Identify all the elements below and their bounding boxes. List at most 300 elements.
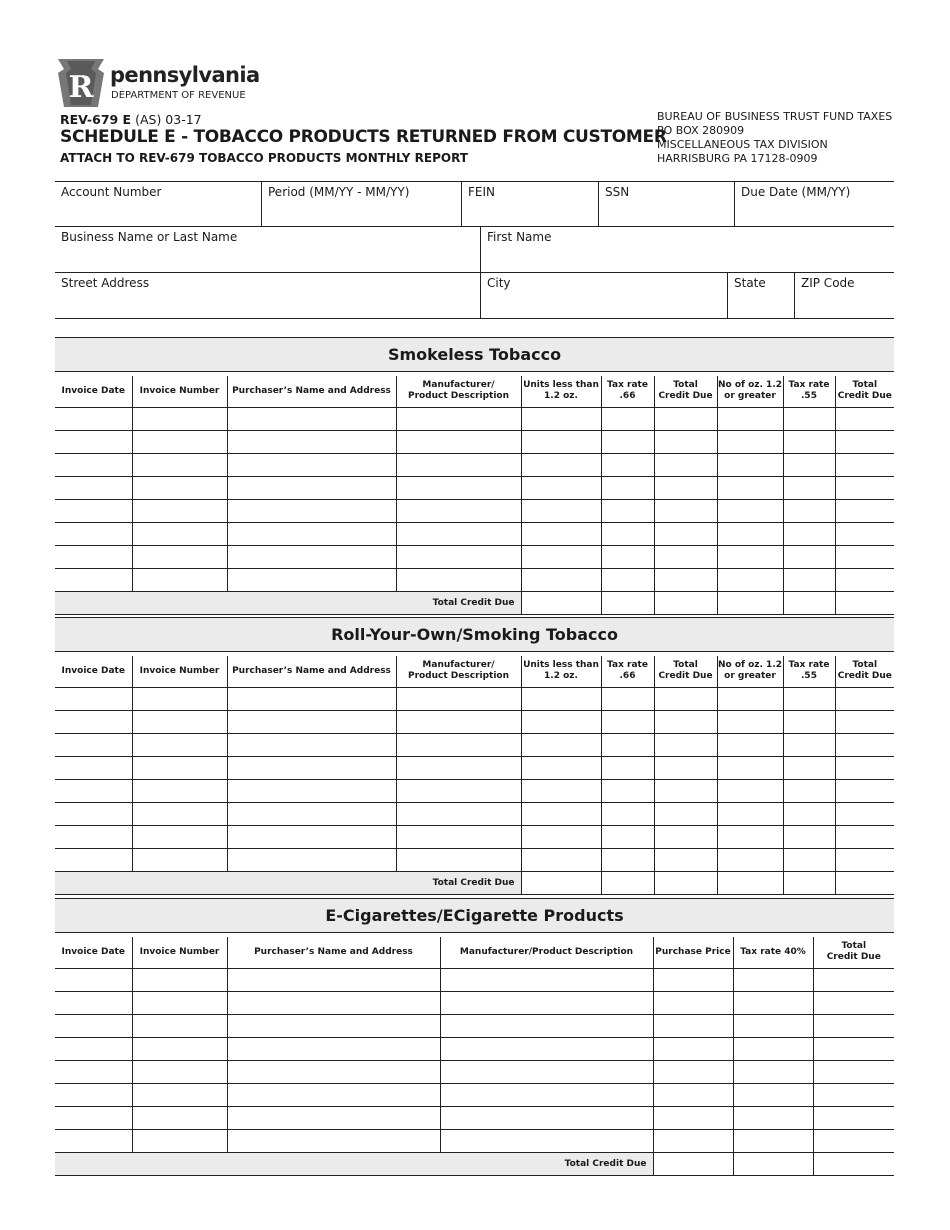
entry-cell[interactable] — [55, 431, 132, 454]
entry-cell[interactable] — [521, 454, 601, 477]
total-cell[interactable] — [521, 592, 601, 615]
entry-cell[interactable] — [733, 1038, 813, 1061]
column-header-text: Total — [673, 660, 698, 671]
entry-cell[interactable] — [654, 546, 717, 569]
table-row — [55, 546, 894, 569]
entry-cell[interactable] — [717, 803, 783, 826]
table-row — [55, 408, 894, 431]
column-header-text: Tax rate — [788, 380, 830, 391]
entry-cell[interactable] — [55, 1038, 132, 1061]
entry-cell[interactable] — [813, 1084, 894, 1107]
column-header — [227, 937, 440, 969]
entry-cell[interactable] — [55, 849, 132, 872]
entry-cell[interactable] — [717, 546, 783, 569]
first-name-field[interactable]: First Name — [480, 226, 894, 273]
entry-cell[interactable] — [55, 1107, 132, 1130]
entry-cell[interactable] — [521, 523, 601, 546]
entry-cell[interactable] — [132, 500, 227, 523]
column-header — [601, 656, 654, 688]
table-row — [55, 1061, 894, 1084]
entry-cell[interactable] — [783, 431, 835, 454]
keystone-logo-icon — [58, 59, 104, 107]
entry-cell[interactable] — [227, 711, 396, 734]
entry-cell[interactable] — [783, 477, 835, 500]
column-header-text: Credit Due — [837, 391, 892, 402]
entry-cell[interactable] — [227, 849, 396, 872]
entry-cell[interactable] — [55, 711, 132, 734]
entry-cell[interactable] — [132, 688, 227, 711]
entry-cell[interactable] — [132, 803, 227, 826]
entry-cell[interactable] — [733, 1015, 813, 1038]
entry-cell[interactable] — [132, 1061, 227, 1084]
entry-cell[interactable] — [227, 969, 440, 992]
entry-cell[interactable] — [654, 734, 717, 757]
total-cell[interactable] — [835, 592, 894, 615]
entry-cell[interactable] — [783, 688, 835, 711]
entry-cell[interactable] — [396, 500, 521, 523]
page-subtitle: ATTACH TO REV-679 TOBACCO PRODUCTS MONTHLY REPORT — [60, 151, 468, 165]
entry-cell[interactable] — [132, 408, 227, 431]
city-field[interactable]: City — [480, 272, 728, 319]
entry-cell[interactable] — [132, 454, 227, 477]
entry-cell[interactable] — [835, 431, 894, 454]
table-row — [55, 454, 894, 477]
entry-cell[interactable] — [227, 1015, 440, 1038]
total-cell[interactable] — [521, 872, 601, 895]
total-cell[interactable] — [783, 592, 835, 615]
entry-cell[interactable] — [601, 734, 654, 757]
entry-cell[interactable] — [227, 1130, 440, 1153]
entry-cell[interactable] — [654, 711, 717, 734]
entry-cell[interactable] — [835, 780, 894, 803]
entry-cell[interactable] — [835, 523, 894, 546]
entry-cell[interactable] — [717, 826, 783, 849]
entry-cell[interactable] — [55, 569, 132, 592]
entry-cell[interactable] — [717, 454, 783, 477]
entry-cell[interactable] — [717, 477, 783, 500]
column-header-text: Total — [673, 380, 698, 391]
entry-cell[interactable] — [521, 408, 601, 431]
entry-cell[interactable] — [227, 1038, 440, 1061]
entry-cell[interactable] — [132, 969, 227, 992]
entry-cell[interactable] — [717, 688, 783, 711]
entry-cell[interactable] — [835, 454, 894, 477]
entry-cell[interactable] — [440, 1038, 653, 1061]
entry-cell[interactable] — [521, 546, 601, 569]
entry-cell[interactable] — [521, 711, 601, 734]
entry-cell[interactable] — [783, 454, 835, 477]
period-field[interactable]: Period (MM/YY - MM/YY) — [261, 181, 462, 227]
entry-cell[interactable] — [654, 688, 717, 711]
total-cell[interactable] — [783, 872, 835, 895]
entry-cell[interactable] — [227, 757, 396, 780]
entry-cell[interactable] — [132, 849, 227, 872]
entry-cell[interactable] — [654, 757, 717, 780]
column-header — [521, 376, 601, 408]
total-cell[interactable] — [835, 872, 894, 895]
entry-cell[interactable] — [55, 1061, 132, 1084]
entry-cell[interactable] — [227, 734, 396, 757]
entry-cell[interactable] — [227, 826, 396, 849]
total-cell[interactable] — [717, 592, 783, 615]
entry-cell[interactable] — [132, 523, 227, 546]
entry-cell[interactable] — [835, 408, 894, 431]
entry-cell[interactable] — [835, 711, 894, 734]
entry-cell[interactable] — [227, 1061, 440, 1084]
entry-cell[interactable] — [227, 500, 396, 523]
entry-cell[interactable] — [783, 803, 835, 826]
table-row — [55, 431, 894, 454]
entry-cell[interactable] — [733, 1107, 813, 1130]
column-header — [653, 937, 733, 969]
entry-cell[interactable] — [653, 1084, 733, 1107]
entry-cell[interactable] — [132, 757, 227, 780]
column-header — [396, 376, 521, 408]
entry-cell[interactable] — [717, 734, 783, 757]
entry-cell[interactable] — [601, 826, 654, 849]
entry-cell[interactable] — [132, 546, 227, 569]
entry-cell[interactable] — [521, 803, 601, 826]
entry-cell[interactable] — [733, 992, 813, 1015]
entry-cell[interactable] — [733, 1061, 813, 1084]
entry-cell[interactable] — [783, 734, 835, 757]
entry-cell[interactable] — [132, 477, 227, 500]
entry-cell[interactable] — [654, 523, 717, 546]
entry-cell[interactable] — [601, 569, 654, 592]
entry-cell[interactable] — [396, 849, 521, 872]
entry-cell[interactable] — [55, 969, 132, 992]
entry-cell[interactable] — [132, 780, 227, 803]
entry-cell[interactable] — [813, 992, 894, 1015]
entry-cell[interactable] — [55, 734, 132, 757]
entry-cell[interactable] — [733, 1130, 813, 1153]
entry-cell[interactable] — [783, 849, 835, 872]
table-row — [55, 1015, 894, 1038]
entry-cell[interactable] — [55, 757, 132, 780]
entry-cell[interactable] — [813, 969, 894, 992]
entry-cell[interactable] — [227, 454, 396, 477]
entry-cell[interactable] — [396, 546, 521, 569]
entry-cell[interactable] — [601, 523, 654, 546]
column-header — [601, 376, 654, 408]
entry-cell[interactable] — [227, 688, 396, 711]
entry-cell[interactable] — [521, 780, 601, 803]
business-name-field[interactable]: Business Name or Last Name — [55, 226, 481, 273]
entry-cell[interactable] — [55, 1084, 132, 1107]
entry-cell[interactable] — [835, 849, 894, 872]
entry-cell[interactable] — [396, 408, 521, 431]
column-header — [733, 937, 813, 969]
due-date-field[interactable]: Due Date (MM/YY) — [734, 181, 894, 227]
entry-cell[interactable] — [813, 1015, 894, 1038]
entry-cell[interactable] — [717, 780, 783, 803]
entry-cell[interactable] — [132, 826, 227, 849]
mailing-address — [657, 110, 892, 166]
column-header — [783, 376, 835, 408]
column-header-text: Tax rate — [607, 660, 648, 671]
entry-cell[interactable] — [813, 1061, 894, 1084]
entry-cell[interactable] — [440, 1015, 653, 1038]
entry-cell[interactable] — [440, 969, 653, 992]
entry-cell[interactable] — [396, 523, 521, 546]
table-row — [55, 711, 894, 734]
total-cell[interactable] — [717, 872, 783, 895]
entry-cell[interactable] — [783, 569, 835, 592]
entry-cell[interactable] — [132, 1084, 227, 1107]
column-header — [132, 376, 227, 408]
entry-cell[interactable] — [55, 500, 132, 523]
entry-cell[interactable] — [717, 431, 783, 454]
entry-cell[interactable] — [717, 500, 783, 523]
entry-cell[interactable] — [601, 688, 654, 711]
table-row — [55, 826, 894, 849]
entry-cell[interactable] — [783, 523, 835, 546]
entry-cell[interactable] — [783, 500, 835, 523]
entry-cell[interactable] — [227, 477, 396, 500]
table-row — [55, 1084, 894, 1107]
entry-cell[interactable] — [601, 500, 654, 523]
total-cell[interactable] — [601, 592, 654, 615]
entry-cell[interactable] — [835, 734, 894, 757]
entry-cell[interactable] — [601, 849, 654, 872]
entry-cell[interactable] — [654, 569, 717, 592]
entry-cell[interactable] — [227, 803, 396, 826]
entry-cell[interactable] — [396, 569, 521, 592]
column-header-text: Invoice Date — [61, 946, 125, 957]
fein-field[interactable]: FEIN — [461, 181, 599, 227]
table-row — [55, 757, 894, 780]
entry-cell[interactable] — [396, 734, 521, 757]
entry-cell[interactable] — [783, 408, 835, 431]
entry-cell[interactable] — [601, 431, 654, 454]
entry-cell[interactable] — [783, 546, 835, 569]
entry-cell[interactable] — [440, 1107, 653, 1130]
entry-cell[interactable] — [653, 1015, 733, 1038]
entry-cell[interactable] — [132, 734, 227, 757]
total-cell[interactable] — [813, 1153, 894, 1176]
entry-cell[interactable] — [396, 780, 521, 803]
form-code — [60, 112, 202, 127]
entry-cell[interactable] — [521, 431, 601, 454]
state-field[interactable]: State — [727, 272, 795, 319]
entry-cell[interactable] — [813, 1130, 894, 1153]
entry-cell[interactable] — [835, 757, 894, 780]
entry-cell[interactable] — [653, 1061, 733, 1084]
total-cell[interactable] — [601, 872, 654, 895]
entry-cell[interactable] — [783, 826, 835, 849]
table-row — [55, 688, 894, 711]
column-header — [521, 656, 601, 688]
street-address-field[interactable]: Street Address — [55, 272, 481, 319]
column-header-text: Credit Due — [658, 671, 713, 682]
total-cell[interactable] — [654, 872, 717, 895]
entry-cell[interactable] — [227, 523, 396, 546]
entry-cell[interactable] — [396, 431, 521, 454]
total-cell[interactable] — [654, 592, 717, 615]
entry-cell[interactable] — [227, 408, 396, 431]
entry-cell[interactable] — [654, 454, 717, 477]
entry-cell[interactable] — [132, 569, 227, 592]
entry-cell[interactable] — [835, 826, 894, 849]
ryo-smoking-tobacco-table — [55, 617, 894, 895]
entry-cell[interactable] — [396, 454, 521, 477]
entry-cell[interactable] — [55, 454, 132, 477]
entry-cell[interactable] — [396, 803, 521, 826]
entry-cell[interactable] — [440, 1084, 653, 1107]
entry-cell[interactable] — [227, 569, 396, 592]
entry-cell[interactable] — [733, 969, 813, 992]
ssn-field[interactable]: SSN — [598, 181, 735, 227]
entry-cell[interactable] — [783, 780, 835, 803]
entry-cell[interactable] — [55, 523, 132, 546]
column-header — [227, 656, 396, 688]
entry-cell[interactable] — [654, 826, 717, 849]
section-title: E-Cigarettes/ECigarette Products — [55, 899, 894, 933]
entry-cell[interactable] — [835, 500, 894, 523]
total-cell[interactable] — [733, 1153, 813, 1176]
entry-cell[interactable] — [601, 477, 654, 500]
entry-cell[interactable] — [601, 757, 654, 780]
entry-cell[interactable] — [717, 523, 783, 546]
entry-cell[interactable] — [653, 1107, 733, 1130]
entry-cell[interactable] — [835, 546, 894, 569]
table-row — [55, 523, 894, 546]
entry-cell[interactable] — [55, 780, 132, 803]
entry-cell[interactable] — [55, 477, 132, 500]
entry-cell[interactable] — [55, 1130, 132, 1153]
entry-cell[interactable] — [813, 1107, 894, 1130]
entry-cell[interactable] — [55, 803, 132, 826]
entry-cell[interactable] — [55, 408, 132, 431]
table-row — [55, 849, 894, 872]
entry-cell[interactable] — [654, 803, 717, 826]
entry-cell[interactable] — [521, 734, 601, 757]
entry-cell[interactable] — [132, 431, 227, 454]
entry-cell[interactable] — [783, 711, 835, 734]
entry-cell[interactable] — [717, 849, 783, 872]
entry-cell[interactable] — [717, 711, 783, 734]
column-header-text: Invoice Number — [139, 946, 220, 957]
entry-cell[interactable] — [601, 408, 654, 431]
entry-cell[interactable] — [654, 849, 717, 872]
entry-cell[interactable] — [733, 1084, 813, 1107]
entry-cell[interactable] — [132, 992, 227, 1015]
column-header-text: Total — [852, 660, 878, 671]
entry-cell[interactable] — [654, 500, 717, 523]
entry-cell[interactable] — [132, 1130, 227, 1153]
column-header — [654, 376, 717, 408]
pa-revenue-logo — [58, 59, 258, 107]
column-header — [55, 656, 132, 688]
entry-cell[interactable] — [835, 688, 894, 711]
entry-cell[interactable] — [653, 992, 733, 1015]
entry-cell[interactable] — [227, 546, 396, 569]
entry-cell[interactable] — [654, 780, 717, 803]
entry-cell[interactable] — [227, 992, 440, 1015]
entry-cell[interactable] — [521, 477, 601, 500]
column-header-text: .66 — [619, 671, 636, 682]
entry-cell[interactable] — [55, 546, 132, 569]
entry-cell[interactable] — [440, 992, 653, 1015]
entry-cell[interactable] — [601, 711, 654, 734]
entry-cell[interactable] — [396, 826, 521, 849]
entry-cell[interactable] — [55, 826, 132, 849]
entry-cell[interactable] — [132, 1015, 227, 1038]
entry-cell[interactable] — [521, 849, 601, 872]
account-number-field[interactable]: Account Number — [55, 181, 262, 227]
entry-cell[interactable] — [601, 454, 654, 477]
column-header — [55, 376, 132, 408]
entry-cell[interactable] — [227, 780, 396, 803]
zip-code-field[interactable]: ZIP Code — [794, 272, 894, 319]
entry-cell[interactable] — [227, 431, 396, 454]
entry-cell[interactable] — [835, 803, 894, 826]
column-header — [835, 376, 894, 408]
entry-cell[interactable] — [132, 711, 227, 734]
column-header-text: Tax rate 40% — [740, 946, 806, 957]
table-row — [55, 477, 894, 500]
column-header-text: Credit Due — [837, 671, 892, 682]
entry-cell[interactable] — [601, 546, 654, 569]
column-header-text: Invoice Date — [61, 385, 125, 396]
total-cell[interactable] — [653, 1153, 733, 1176]
entry-cell[interactable] — [835, 477, 894, 500]
entry-cell[interactable] — [654, 408, 717, 431]
entry-cell[interactable] — [717, 569, 783, 592]
page-title: SCHEDULE E - TOBACCO PRODUCTS RETURNED FROM CUSTOMER — [60, 127, 667, 147]
entry-cell[interactable] — [396, 688, 521, 711]
column-header-text: Invoice Number — [139, 665, 220, 676]
entry-cell[interactable] — [813, 1038, 894, 1061]
entry-cell[interactable] — [717, 408, 783, 431]
entry-cell[interactable] — [227, 1084, 440, 1107]
column-header-text: Purchaser’s Name and Address — [232, 385, 391, 396]
entry-cell[interactable] — [440, 1130, 653, 1153]
entry-cell[interactable] — [55, 992, 132, 1015]
entry-cell[interactable] — [783, 757, 835, 780]
entry-cell[interactable] — [653, 1038, 733, 1061]
entry-cell[interactable] — [521, 757, 601, 780]
entry-cell[interactable] — [440, 1061, 653, 1084]
entry-cell[interactable] — [601, 780, 654, 803]
section-title: Smokeless Tobacco — [55, 338, 894, 372]
column-header — [835, 656, 894, 688]
entry-cell[interactable] — [396, 711, 521, 734]
entry-cell[interactable] — [521, 500, 601, 523]
entry-cell[interactable] — [396, 757, 521, 780]
entry-cell[interactable] — [653, 1130, 733, 1153]
entry-cell[interactable] — [654, 431, 717, 454]
column-header-text: Purchase Price — [655, 946, 731, 957]
entry-cell[interactable] — [521, 569, 601, 592]
entry-cell[interactable] — [227, 1107, 440, 1130]
entry-cell[interactable] — [521, 688, 601, 711]
entry-cell[interactable] — [55, 688, 132, 711]
entry-cell[interactable] — [835, 569, 894, 592]
entry-cell[interactable] — [396, 477, 521, 500]
entry-cell[interactable] — [521, 826, 601, 849]
entry-cell[interactable] — [717, 757, 783, 780]
entry-cell[interactable] — [132, 1107, 227, 1130]
entry-cell[interactable] — [654, 477, 717, 500]
entry-cell[interactable] — [653, 969, 733, 992]
entry-cell[interactable] — [601, 803, 654, 826]
entry-cell[interactable] — [55, 1015, 132, 1038]
column-header — [132, 656, 227, 688]
entry-cell[interactable] — [132, 1038, 227, 1061]
total-credit-due-label: Total Credit Due — [55, 1153, 653, 1176]
column-header-text: Units less than — [523, 660, 599, 671]
